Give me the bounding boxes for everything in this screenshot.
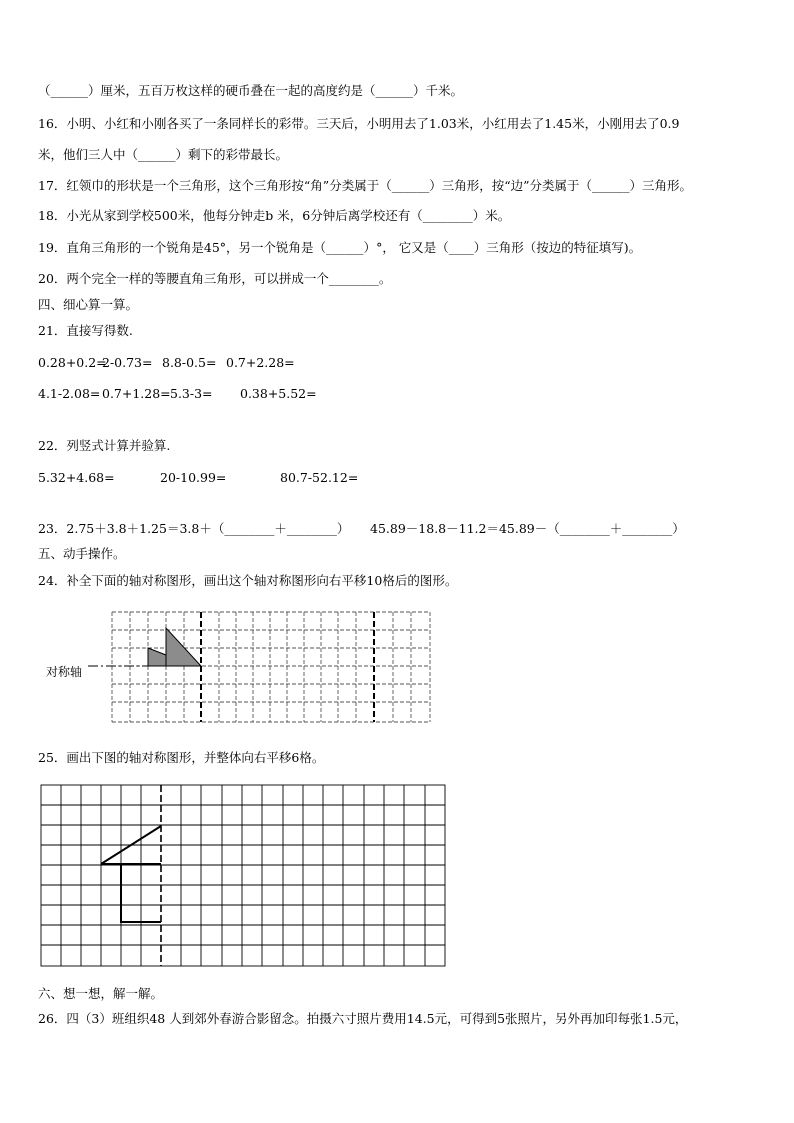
calc-item: 0.7+1.28=: [102, 386, 171, 401]
question-26: 26．四（3）班组织48 人到郊外春游合影留念。拍摄六寸照片费用14.5元，可得到5张照片，另外再加印每张1.5元，: [38, 1011, 688, 1026]
question-18: 18．小光从家到学校500米，他每分钟走b 米，6分钟后离学校还有（________）米。: [38, 208, 511, 223]
question-23-part2: 45.89－18.8－11.2＝45.89－（________＋________）: [370, 521, 685, 536]
calc-item: 2-0.73=: [102, 355, 153, 370]
calc-item: 5.32+4.68=: [38, 470, 115, 485]
calc-item: 0.38+5.52=: [240, 386, 317, 401]
calc-item: 5.3-3=: [170, 386, 213, 401]
symmetry-axis-label: 对称轴: [46, 665, 83, 679]
question-21-title: 21．直接写得数.: [38, 323, 133, 338]
calc-item: 0.7+2.28=: [226, 355, 295, 370]
calc-item: 8.8-0.5=: [162, 355, 217, 370]
question-16-line2: 米，他们三人中（______）剩下的彩带最长。: [38, 147, 289, 162]
q25-grid: [41, 785, 445, 966]
calc-item: 0.28+0.2=: [38, 355, 107, 370]
section-6-heading: 六、想一想，解一解。: [38, 986, 164, 1001]
q15-continuation: （______）厘米，五百万枚这样的硬币叠在一起的高度约是（______）千米。: [38, 83, 464, 98]
calc-item: 4.1-2.08=: [38, 386, 101, 401]
question-20: 20．两个完全一样的等腰直角三角形，可以拼成一个________。: [38, 271, 392, 286]
question-16-line1: 16．小明、小红和小刚各买了一条同样长的彩带。三天后，小明用去了1.03米，小红用去了1.45米，小刚用去了0.9: [38, 116, 680, 131]
calc-item: 20-10.99=: [160, 470, 227, 485]
question-24: 24．补全下面的轴对称图形，画出这个轴对称图形向右平移10格后的图形。: [38, 573, 458, 588]
question-19: 19．直角三角形的一个锐角是45°，另一个锐角是（______）°， 它又是（____）三角形（按边的特征填写)。: [38, 240, 642, 255]
question-17: 17．红领巾的形状是一个三角形，这个三角形按“角”分类属于（______）三角形，按“边”分类属于（______）三角形。: [38, 178, 692, 193]
calc-item: 80.7-52.12=: [280, 470, 359, 485]
question-23-part1: 23．2.75＋3.8＋1.25＝3.8＋（________＋________）: [38, 521, 350, 536]
question-22-title: 22．列竖式计算并验算.: [38, 438, 171, 453]
q25-half-shape: [101, 826, 161, 922]
section-4-heading: 四、细心算一算。: [38, 297, 139, 312]
question-25: 25．画出下图的轴对称图形，并整体向右平移6格。: [38, 750, 325, 765]
section-5-heading: 五、动手操作。: [38, 546, 126, 561]
